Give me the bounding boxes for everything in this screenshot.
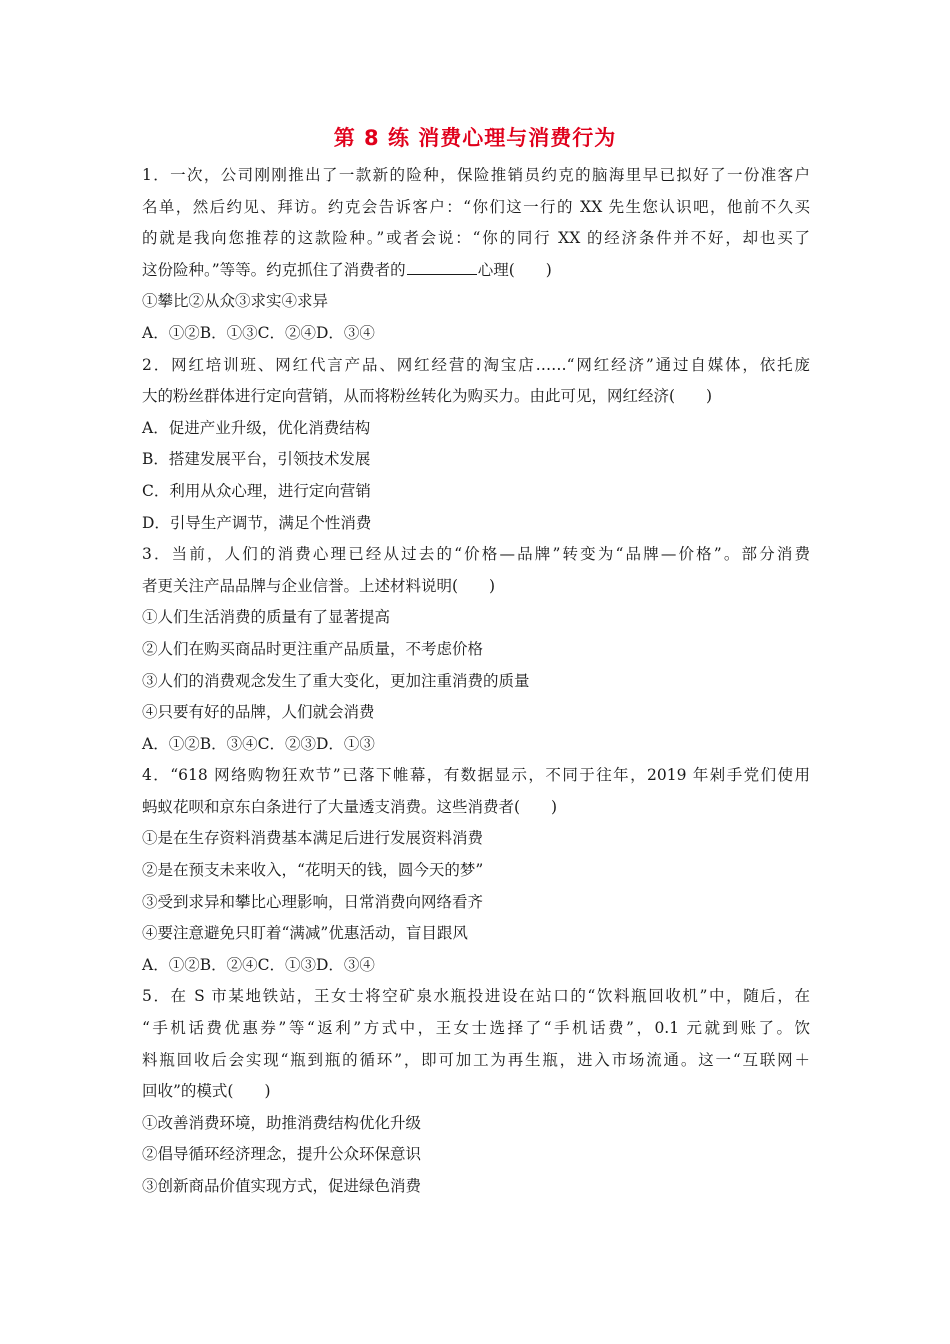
question-5 bbox=[142, 981, 810, 1202]
question-item: ①人们生活消费的质量有了显著提高 bbox=[142, 608, 391, 627]
question-3 bbox=[142, 539, 810, 760]
question-stem-line: 者更关注产品品牌与企业信誉。上述材料说明( ) bbox=[142, 576, 496, 595]
question-stem-line: 4．“618 网络购物狂欢节”已落下帷幕，有数据显示，不同于往年，2019 年剁手党们使用 bbox=[142, 766, 810, 785]
question-stem-line: 1．一次，公司刚刚推出了一款新的险种，保险推销员约克的脑海里早已拟好了一份准客户 bbox=[142, 166, 810, 184]
question-items: ①攀比②从众③求实④求异 bbox=[142, 292, 329, 311]
question-options: A．①②B．③④C．②③D．①③ bbox=[142, 734, 375, 753]
question-stem-line: 的就是我向您推荐的这款险种。”或者会说：“你的同行 XX 的经济条件并不好，却也买了 bbox=[142, 229, 810, 248]
page-title: 第 8 练 消费心理与消费行为 bbox=[333, 126, 617, 150]
question-stem-line: 名单，然后约见、拜访。约克会告诉客户：“你们这一行的 XX 先生您认识吧，他前不久买 bbox=[142, 197, 810, 216]
question-stem-text: 心理( ) bbox=[477, 260, 552, 279]
question-stem-line: 2．网红培训班、网红代言产品、网红经营的淘宝店……“网红经济”通过自媒体，依托庞 bbox=[142, 355, 810, 374]
question-item: ④要注意避免只盯着“满减”优惠活动，盲目跟风 bbox=[142, 924, 468, 943]
question-options: A．①②B．②④C．①③D．③④ bbox=[142, 955, 375, 974]
question-stem-line: “手机话费优惠券”等“返利”方式中，王女士选择了“手机话费”，0.1 元就到账了。饮 bbox=[142, 1019, 810, 1038]
question-item: ①改善消费环境，助推消费结构优化升级 bbox=[142, 1113, 422, 1132]
question-item: ①是在生存资料消费基本满足后进行发展资料消费 bbox=[142, 829, 484, 848]
question-stem-text: 这份险种。”等等。约克抓住了消费者的 bbox=[142, 260, 406, 279]
question-item: ③创新商品价值实现方式，促进绿色消费 bbox=[142, 1177, 422, 1195]
question-list bbox=[142, 160, 810, 1203]
question-4 bbox=[142, 760, 810, 981]
question-stem-line: 料瓶回收后会实现“瓶到瓶的循环”，即可加工为再生瓶，进入市场流通。这一“互联网＋ bbox=[142, 1050, 810, 1069]
question-item: ③受到求异和攀比心理影响，日常消费向网络看齐 bbox=[142, 892, 484, 911]
option-b: B．搭建发展平台，引领技术发展 bbox=[142, 450, 371, 469]
question-stem-line: 回收”的模式( ) bbox=[142, 1082, 271, 1101]
question-stem-line: 5．在 S 市某地铁站，王女士将空矿泉水瓶投进设在站口的“饮料瓶回收机”中，随后，在 bbox=[142, 987, 810, 1006]
question-stem-line: 蚂蚁花呗和京东白条进行了大量透支消费。这些消费者( ) bbox=[142, 797, 558, 816]
question-stem-line: 3．当前，人们的消费心理已经从过去的“价格—品牌”转变为“品牌—价格”。部分消费 bbox=[142, 545, 810, 564]
question-item: ②是在预支未来收入，“花明天的钱，圆今天的梦” bbox=[142, 861, 484, 880]
option-c: C．利用从众心理，进行定向营销 bbox=[142, 481, 371, 500]
question-stem-line bbox=[142, 255, 810, 287]
answer-blank bbox=[407, 258, 477, 275]
question-2 bbox=[142, 350, 810, 540]
question-options: A．①②B．①③C．②④D．③④ bbox=[142, 323, 375, 342]
option-a: A．促进产业升级，优化消费结构 bbox=[142, 418, 371, 437]
question-stem-line: 大的粉丝群体进行定向营销，从而将粉丝转化为购买力。由此可见，网红经济( ) bbox=[142, 387, 713, 406]
question-item: ④只要有好的品牌，人们就会消费 bbox=[142, 703, 375, 722]
question-item: ②人们在购买商品时更注重产品质量，不考虑价格 bbox=[142, 639, 484, 658]
question-1 bbox=[142, 160, 810, 350]
question-item: ③人们的消费观念发生了重大变化，更加注重消费的质量 bbox=[142, 671, 530, 690]
question-item: ②倡导循环经济理念，提升公众环保意识 bbox=[142, 1145, 422, 1164]
option-d: D．引导生产调节，满足个性消费 bbox=[142, 513, 372, 532]
